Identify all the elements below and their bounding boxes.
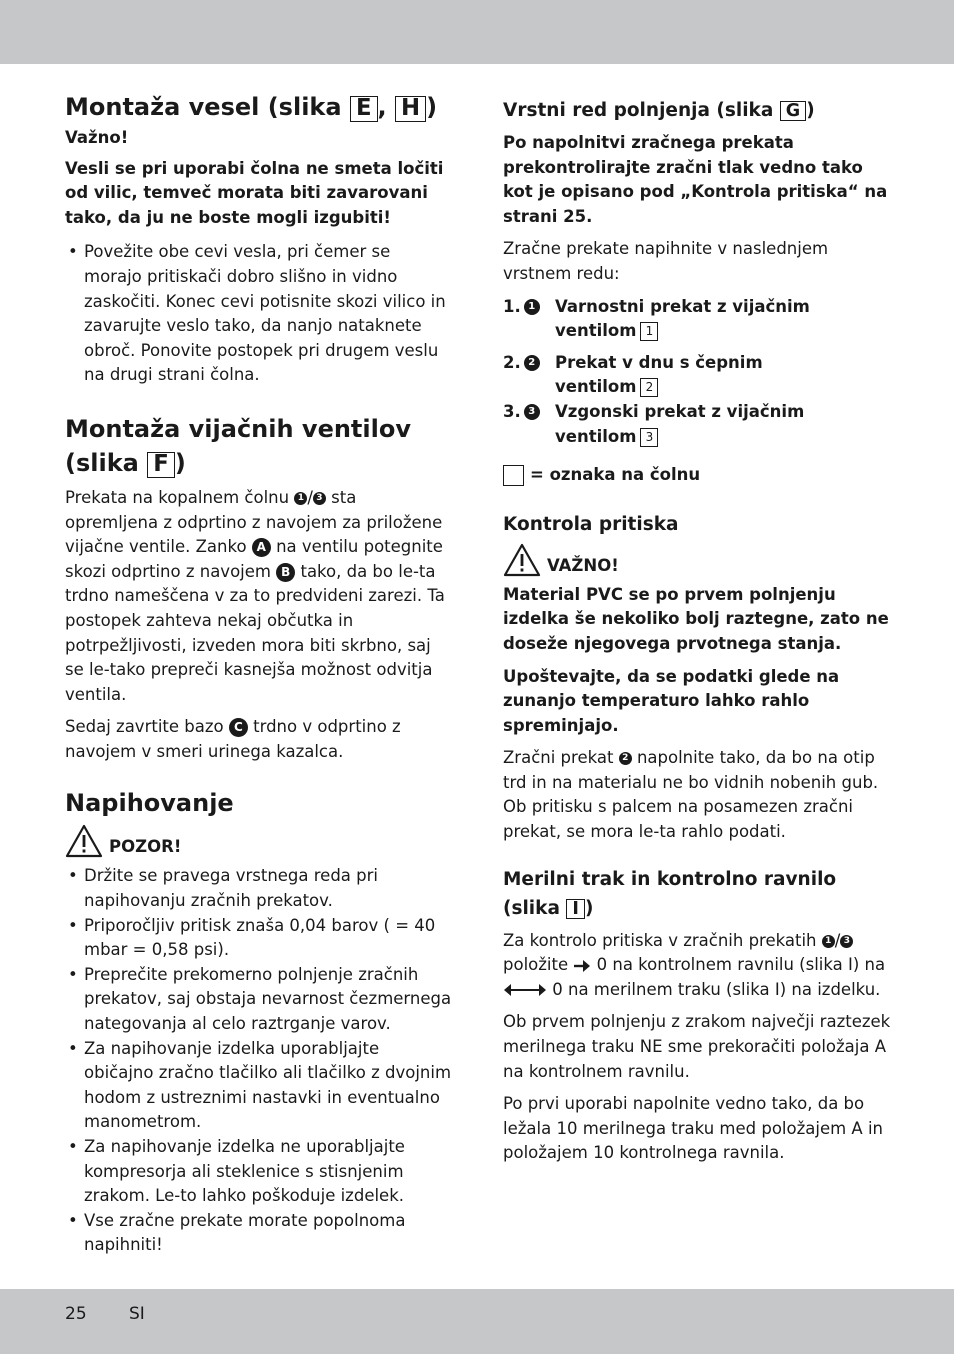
figure-ref-e: E: [350, 96, 378, 122]
boat-label-3: 3: [640, 428, 658, 447]
fill-order-steps: [503, 295, 895, 450]
figure-ref-f: F: [147, 452, 175, 478]
header-bar: [0, 0, 954, 64]
part-a-marker: A: [252, 538, 271, 557]
warning-triangle-icon: [503, 543, 541, 577]
tape-paragraph-1: Za kontrolo pritiska v zračnih prekatih 1 / 3 položite 0 na kontrolnem ravnilu (slika I) na 0 na merilnem traku (slika I) na izdelku.: [503, 930, 886, 999]
inflation-bullets: [65, 864, 453, 1258]
warning-triangle-icon: [65, 824, 103, 858]
important-label: Važno!: [65, 128, 129, 147]
fill-order-note: Po napolnitvi zračnega prekata prekontrolirajte zračni tlak vedno tako kot je opisano pod „Kontrola pritiska“ na strani 25.: [503, 133, 888, 226]
section-title-oars: Montaža vesel (slika E , H ): [65, 93, 438, 121]
list-item: • Za napihovanje izdelka uporabljajte običajno zračno tlačilko ali tlačilko z dvojnim hodom z ustreznimi nastavki in eventualno manometrom.: [65, 1037, 453, 1135]
warning-important: VAŽNO!: [503, 543, 895, 577]
temperature-note: Upoštevajte, da se podatki glede na zunanjo temperaturo lahko rahlo spreminjajo.: [503, 666, 840, 735]
chamber-1-marker: 1: [524, 299, 540, 315]
list-item: • Vse zračne prekate morate popolnoma napihniti!: [65, 1209, 453, 1258]
language-code: SI: [129, 1304, 145, 1324]
list-item: • Povežite obe cevi vesla, pri čemer se morajo pritiskači dobro slišno in vidno zaskočiti. Konec cevi potisnite skozi vilico in zavarujte veslo tako, da nanjo nataknete obroč. Ponovite postopek pri drugem veslu na drugi strani čolna.: [65, 240, 453, 388]
arrow-right-icon: [573, 959, 591, 973]
chamber-1-marker: 1: [822, 935, 835, 948]
valves-paragraph-1: Prekata na kopalnem čolnu 1 / 3 sta opremljena z odprtino z navojem za priložene vijačne ventile. Zanko A na ventilu potegnite skozi odprtino z navojem B tako, da bo le-ta trdno nameščena v za to predvideni zarezi. Ta postopek zahteva nekaj občutka in potrpežljivosti, izveden mora biti skrbno, saj se le-tako prepreči kasnejša možnost odvitja ventila.: [65, 487, 445, 704]
chamber-3-marker: 3: [313, 492, 326, 505]
part-b-marker: B: [276, 563, 295, 582]
important-text: Vesli se pri uporabi čolna ne smeta ločiti od vilic, temveč morata biti zavarovani tako, da ju ne boste mogli izgubiti!: [65, 158, 444, 227]
left-column: [65, 90, 453, 1258]
list-item: • Preprečite prekomerno polnjenje zračnih prekatov, saj obstaja nevarnost čezmernega nategovanja al celo raztrganje varov.: [65, 963, 453, 1037]
section-title-fill-order: Vrstni red polnjenja (slika G ): [503, 100, 815, 121]
section-title-pressure-check: Kontrola pritiska: [503, 513, 679, 535]
section-title-measuring-tape: Merilni trak in kontrolno ravnilo (slika I ): [503, 868, 837, 919]
chamber-1-marker: 1: [294, 492, 307, 505]
double-arrow-icon: [503, 983, 547, 997]
chamber-3-marker: 3: [840, 935, 853, 948]
tape-paragraph-3: Po prvi uporabi napolnite vedno tako, da bo ležala 10 merilnega traku med položajem A in položajem 10 kontrolnega ravnila.: [503, 1094, 884, 1163]
part-c-marker: C: [229, 718, 248, 737]
right-column: [503, 96, 895, 1174]
list-item: 1. 1 Varnostni prekat z vijačnim ventilom 1: [503, 296, 810, 341]
chamber-2-marker: 2: [524, 355, 540, 371]
figure-ref-g: G: [780, 101, 806, 121]
pvc-note: Material PVC se po prvem polnjenju izdelka še nekoliko bolj raztegne, zato ne doseže njegovega prvotnega stanja.: [503, 584, 889, 653]
figure-ref-h: H: [395, 96, 426, 122]
list-item: • Za napihovanje izdelka ne uporabljajte kompresorja ali steklenice s stisnjenim zrakom. Le-to lahko poškoduje izdelek.: [65, 1135, 453, 1209]
list-item: • Priporočljiv pritisk znaša 0,04 barov ( = 40 mbar = 0,58 psi).: [65, 914, 453, 963]
boat-label-legend: = oznaka na čolnu: [503, 463, 895, 488]
legend-box: [503, 465, 524, 486]
section-title-valves: Montaža vijačnih ventilov (slika F ): [65, 414, 411, 477]
pressure-paragraph: Zračni prekat 2 napolnite tako, da bo na otip trd in na materialu ne bo vidnih nobenih gub. Ob pritisku s palcem na posamezen zračni prekat, se mora le-ta rahlo podati.: [503, 748, 879, 842]
list-item: 2. 2 Prekat v dnu s čepnim ventilom 2: [503, 352, 763, 397]
boat-label-2: 2: [640, 378, 658, 397]
list-item: • Držite se pravega vrstnega reda pri napihovanju zračnih prekatov.: [65, 864, 453, 913]
figure-ref-i: I: [566, 899, 585, 919]
warning-caution: POZOR!: [65, 824, 453, 858]
chamber-2-marker: 2: [619, 752, 632, 765]
tape-paragraph-2: Ob prvem polnjenju z zrakom največji raztezek merilnega traku NE sme prekoračiti položaja A na kontrolnem ravnilu.: [503, 1012, 891, 1081]
oars-bullets: [65, 240, 453, 388]
page-number: 25: [65, 1304, 87, 1324]
fill-order-intro: Zračne prekate napihnite v naslednjem vrstnem redu:: [503, 239, 829, 283]
section-title-inflation: Napihovanje: [65, 789, 234, 818]
list-item: 3. 3 Vzgonski prekat z vijačnim ventilom 3: [503, 401, 805, 446]
valves-paragraph-2: Sedaj zavrtite bazo C trdno v odprtino z navojem v smeri urinega kazalca.: [65, 717, 401, 761]
boat-label-1: 1: [640, 322, 658, 341]
chamber-3-marker: 3: [524, 404, 540, 420]
